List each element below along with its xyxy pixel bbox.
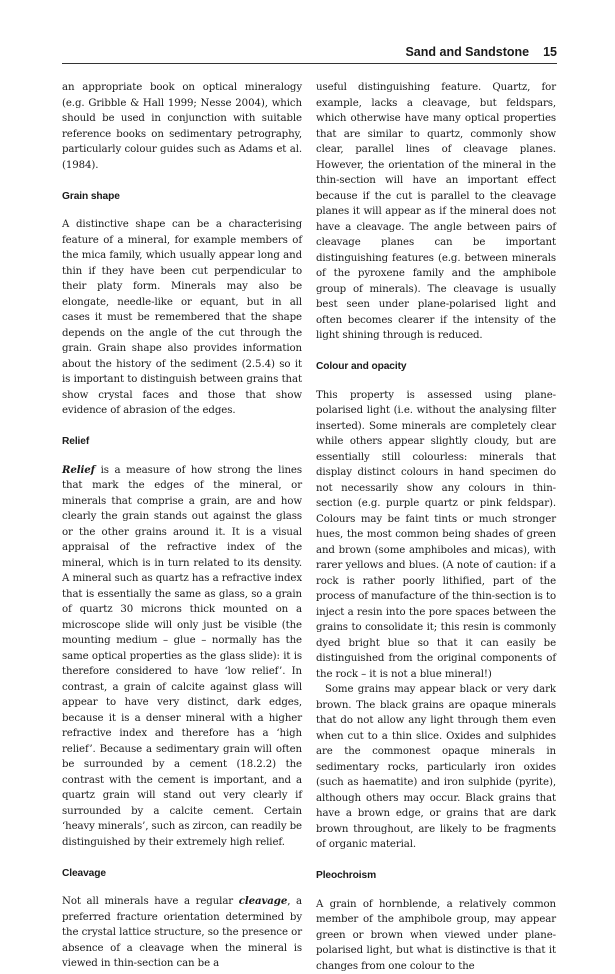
right-column — [316, 80, 556, 974]
heading-pleochroism: Pleochroism — [316, 868, 556, 884]
paragraph-relief — [62, 463, 302, 851]
heading-relief: Relief — [62, 434, 302, 450]
paragraph-cleavage-continued: useful distinguishing feature. Quartz, for example, lacks a cleavage, but feldspars, which otherwise have many optical properties that are similar to quartz, commonly show clear, parallel lines of cleavage planes. However, the orientation of the mineral in the thin-section will have an important effect because if the cut is parallel to the cleavage planes it will appear as if the mineral does not have a cleavage. The angle between pairs of cleavage planes can be important distinguishing features (e.g. between minerals of the pyroxene family and the amphibole group of minerals). The cleavage is usually best seen under plane-polarised light and often becomes clearer if the intensity of the light shining through is reduced. — [316, 80, 556, 344]
paragraph-grain-shape: A distinctive shape can be a characterising feature of a mineral, for example members of the mica family, which usually appear long and thin if they have been cut perpendicular to their platy form. Minerals may also be elongate, needle-like or equant, but in all cases it must be remembered that the shape depends on the angle of the cut through the grain. Grain shape also provides information about the history of the sediment (2.5.4) so it is important to distinguish between grains that show crystal faces and those that show evidence of abrasion of the edges. — [62, 217, 302, 419]
heading-cleavage: Cleavage — [62, 866, 302, 882]
paragraph-cleavage-text-a: Not all minerals have a regular — [62, 896, 239, 907]
paragraph-pleochroism: A grain of hornblende, a relatively common member of the amphibole group, may appear green or brown when viewed under plane-polarised light, but what is distinctive is that it changes from one colour to the — [316, 897, 556, 974]
running-header — [405, 45, 557, 59]
paragraph-colour-2: Some grains may appear black or very dark brown. The black grains are opaque minerals that do not allow any light through them even when cut to a thin slice. Oxides and sulphides are the commonest opaque minerals in sedimentary rocks, particularly iron oxides (such as haematite) and iron sulphide (pyrite), although others may occur. Black grains that have a brown edge, or grains that are dark brown throughout, are likely to be fragments of organic material. — [316, 682, 556, 853]
left-column — [62, 80, 302, 972]
paragraph-intro-continued: an appropriate book on optical mineralogy (e.g. Gribble & Hall 1999; Nesse 2004), which should be used in conjunction with suitable reference books on sedimentary petrography, particularly colour guides such as Adams et al. (1984). — [62, 80, 302, 173]
term-relief: Relief — [62, 464, 95, 476]
heading-grain-shape: Grain shape — [62, 189, 302, 205]
paragraph-cleavage-text-b: , a preferred fracture orientation determined by the crystal lattice structure, so the presence or absence of a cleavage when the mineral is viewed in thin-section can be a — [62, 896, 302, 969]
term-cleavage: cleavage — [239, 895, 287, 907]
paragraph-colour-1: This property is assessed using plane-polarised light (i.e. without the analysing filter inserted). Some minerals are completely clear while others appear slightly cloudy, but are essentially still colourless: minerals that display distinct colours in hand specimen do not necessarily show any colours in thin-section (e.g. purple quartz or pink feldspar). Colours may be faint tints or much stronger hues, the most common being shades of green and brown (some amphiboles and micas), with rarer yellows and blues. (A note of caution: if a rock is rather poorly lithified, part of the process of manufacture of the thin-section is to inject a resin into the pore spaces between the grains to consolidate it; this resin is commonly dyed bright blue so that it can easily be distinguished from the original components of the rock – it is not a blue mineral!) — [316, 388, 556, 683]
paragraph-relief-text: is a measure of how strong the lines that mark the edges of the mineral, or minerals that comprise a grain, are and how clearly the grain stands out against the glass or the other grains around it. It is a visual appraisal of the refractive index of the mineral, which is in turn related to its density. A mineral such as quartz has a refractive index that is essentially the same as glass, so a grain of quartz 30 microns thick mounted on a microscope slide will only just be visible (the mounting medium – glue – normally has the same optical properties as the glass slide): it is therefore considered to have ‘low relief’. In contrast, a grain of calcite against glass will appear to have very distinct, dark edges, because it is a denser mineral with a higher refractive index and therefore has a ‘high relief’. Because a sedimentary grain will often be surrounded by a cement (18.2.2) the contrast with the cement is important, and a quartz grain will stand out very clearly if surrounded by a calcite cement. Certain ‘heavy minerals’, such as zircon, can readily be distinguished by their extremely high relief. — [62, 465, 302, 848]
header-rule — [62, 63, 557, 64]
paragraph-cleavage — [62, 894, 302, 972]
heading-colour-opacity: Colour and opacity — [316, 359, 556, 375]
page-number: 15 — [543, 45, 557, 59]
running-title: Sand and Sandstone — [405, 45, 529, 59]
